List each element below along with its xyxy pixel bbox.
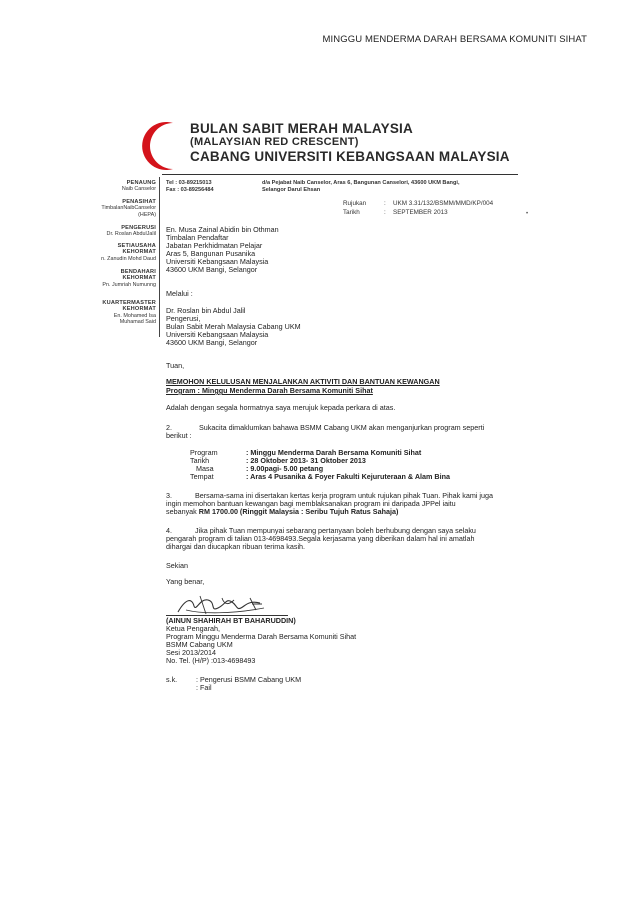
paragraph-3-number: 3. xyxy=(166,491,172,500)
signatory-line: Program Minggu Menderma Darah Bersama Komuniti Sihat xyxy=(166,632,357,641)
paragraph-2-number: 2. xyxy=(166,423,172,432)
officer-name: Naib Canselor xyxy=(121,186,156,193)
rujukan-colon: : xyxy=(384,200,386,207)
officer-title: PENASIHAT xyxy=(122,199,156,205)
scan-speck: • xyxy=(526,211,529,217)
paragraph-4-line: Jika pihak Tuan mempunyai sebarang pertanyaan boleh berhubung dengan saya selaku xyxy=(195,526,476,535)
detail-value: : 28 Oktober 2013- 31 Oktober 2013 xyxy=(246,456,366,465)
paragraph-4-number: 4. xyxy=(166,526,172,535)
tarikh-value: SEPTEMBER 2013 xyxy=(393,209,448,216)
via-line: 43600 UKM Bangi, Selangor xyxy=(166,338,258,348)
officer-penaung xyxy=(90,180,156,193)
via-address xyxy=(166,307,301,347)
recipient-line: Jabatan Perkhidmatan Pelajar xyxy=(166,241,263,251)
officer-title: SETIAUSAHA KEHORMAT xyxy=(117,243,156,256)
paragraph-1: Adalah dengan segala hormatnya saya merujuk kepada perkara di atas. xyxy=(166,403,396,412)
detail-value: : Aras 4 Pusanika & Foyer Fakulti Kejuruteraan & Alam Bina xyxy=(246,472,450,481)
officer-name: TimbalanNaibCanselor (HEPA) xyxy=(101,205,156,218)
office-address xyxy=(262,180,512,194)
tarikh-colon: : xyxy=(384,209,386,216)
paragraph-2-line: Sukacita dimaklumkan bahawa BSMM Cabang UKM akan menganjurkan program seperti xyxy=(199,423,485,432)
signatory-line: BSMM Cabang UKM xyxy=(166,640,233,649)
tarikh-label: Tarikh xyxy=(343,209,360,216)
subject-program: Program : Minggu Menderma Darah Bersama Komuniti Sihat xyxy=(166,386,373,395)
officer-name: Dr. Roslan AbdulJalil xyxy=(106,231,156,238)
recipient-address xyxy=(166,226,279,275)
officer-kuartermaster xyxy=(90,300,156,325)
subject-line: MEMOHON KELULUSAN MENJALANKAN AKTIVITI DAN BANTUAN KEWANGAN xyxy=(166,377,440,386)
amount-value: RM 1700.00 (Ringgit Malaysia : Seribu Tujuh Ratus Sahaja) xyxy=(198,507,399,516)
officer-name: n. Zanudin Mohd Daud xyxy=(101,255,156,262)
officer-name: En. Mohamed Isa Muhamad Said xyxy=(113,312,156,325)
officer-setiausaha xyxy=(90,243,156,262)
signatory-line: Ketua Pengarah, xyxy=(166,624,220,633)
recipient-line: Universiti Kebangsaan Malaysia xyxy=(166,257,269,267)
cc-item: : Fail xyxy=(196,683,212,692)
via-line: Bulan Sabit Merah Malaysia Cabang UKM xyxy=(166,322,301,332)
tel-number: Tel : 03-89215013 xyxy=(166,180,212,186)
closing-yang-benar: Yang benar, xyxy=(166,577,205,586)
page-running-header: MINGGU MENDERMA DARAH BERSAMA KOMUNITI SIHAT xyxy=(322,34,587,45)
paragraph-2-line: berikut : xyxy=(166,431,192,440)
fax-number: Fax : 03-89256484 xyxy=(166,187,214,193)
office-address-line: d/a Pejabat Naib Canselor, Aras 6, Bangunan Canselori, 43600 UKM Bangi, xyxy=(262,180,460,186)
officers-divider xyxy=(159,177,160,337)
detail-label: Program xyxy=(190,448,218,457)
via-label: Melalui : xyxy=(166,289,193,298)
recipient-line: 43600 UKM Bangi, Selangor xyxy=(166,265,258,275)
officer-pengerusi xyxy=(90,225,156,238)
detail-value: : Minggu Menderma Darah Bersama Komuniti Sihat xyxy=(246,448,422,457)
org-branch: CABANG UNIVERSITI KEBANGSAAN MALAYSIA xyxy=(190,149,510,164)
officer-title: PENGERUSI xyxy=(121,225,156,231)
rujukan-value: UKM 3.31/132/BSMM/MMD/KP/004 xyxy=(393,200,494,207)
paragraph-4-line: pengarah program di talian 013-4698493.Segala kerjasama yang diberikan dalam hal ini amatlah xyxy=(166,534,475,543)
officer-name: Pn. Jumriah Numunng xyxy=(102,281,156,288)
red-crescent-logo xyxy=(139,120,187,172)
org-name-en: (MALAYSIAN RED CRESCENT) xyxy=(190,136,359,148)
amount-prefix: sebanyak xyxy=(166,507,197,516)
cc-label: s.k. xyxy=(166,675,178,684)
officer-title: KUARTERMASTER KEHORMAT xyxy=(102,300,156,313)
detail-label: Tempat xyxy=(190,472,214,481)
office-address-line: Selangor Darul Ehsan xyxy=(262,187,321,193)
signatory-name: (AINUN SHAHIRAH BT BAHARUDDIN) xyxy=(166,616,296,625)
paragraph-3-line: ingin memohon bantuan kewangan bagi memblaksanakan program ini daripada JPPel iaitu xyxy=(166,499,456,508)
officer-bendahari xyxy=(90,269,156,288)
via-line: Dr. Roslan bin Abdul Jalil xyxy=(166,306,246,315)
signatory-line: Sesi 2013/2014 xyxy=(166,648,216,657)
org-name: BULAN SABIT MERAH MALAYSIA xyxy=(190,121,413,136)
crescent-shape xyxy=(142,122,173,170)
paragraph-3-line: Bersama-sama ini disertakan kertas kerja program untuk rujukan pihak Tuan. Pihak kami juga xyxy=(195,491,494,500)
detail-label: Tarikh xyxy=(190,456,210,465)
via-line: Universiti Kebangsaan Malaysia xyxy=(166,330,269,340)
detail-value: : 9.00pagi- 5.00 petang xyxy=(246,464,324,473)
salutation: Tuan, xyxy=(166,361,185,370)
recipient-line: Aras 5, Bangunan Pusanika xyxy=(166,249,256,259)
officer-title: BENDAHARI KEHORMAT xyxy=(120,269,156,282)
recipient-line: Timbalan Pendaftar xyxy=(166,233,229,243)
paragraph-4-line: dihargai dan diucapkan ribuan terima kasih. xyxy=(166,542,306,551)
signatory-line: No. Tel. (H/P) :013-4698493 xyxy=(166,656,256,665)
letterhead-divider xyxy=(162,174,518,175)
via-line: Pengerusi, xyxy=(166,314,201,324)
officer-penasihat xyxy=(90,199,156,218)
rujukan-label: Rujukan xyxy=(343,200,367,207)
detail-label: Masa xyxy=(196,464,214,473)
officer-title: PENAUNG xyxy=(126,180,156,186)
closing-sekian: Sekian xyxy=(166,561,188,570)
recipient-line: En. Musa Zainal Abidin bin Othman xyxy=(166,225,279,234)
cc-item: : Pengerusi BSMM Cabang UKM xyxy=(196,675,302,684)
paragraph-3-amount-line xyxy=(166,508,398,516)
